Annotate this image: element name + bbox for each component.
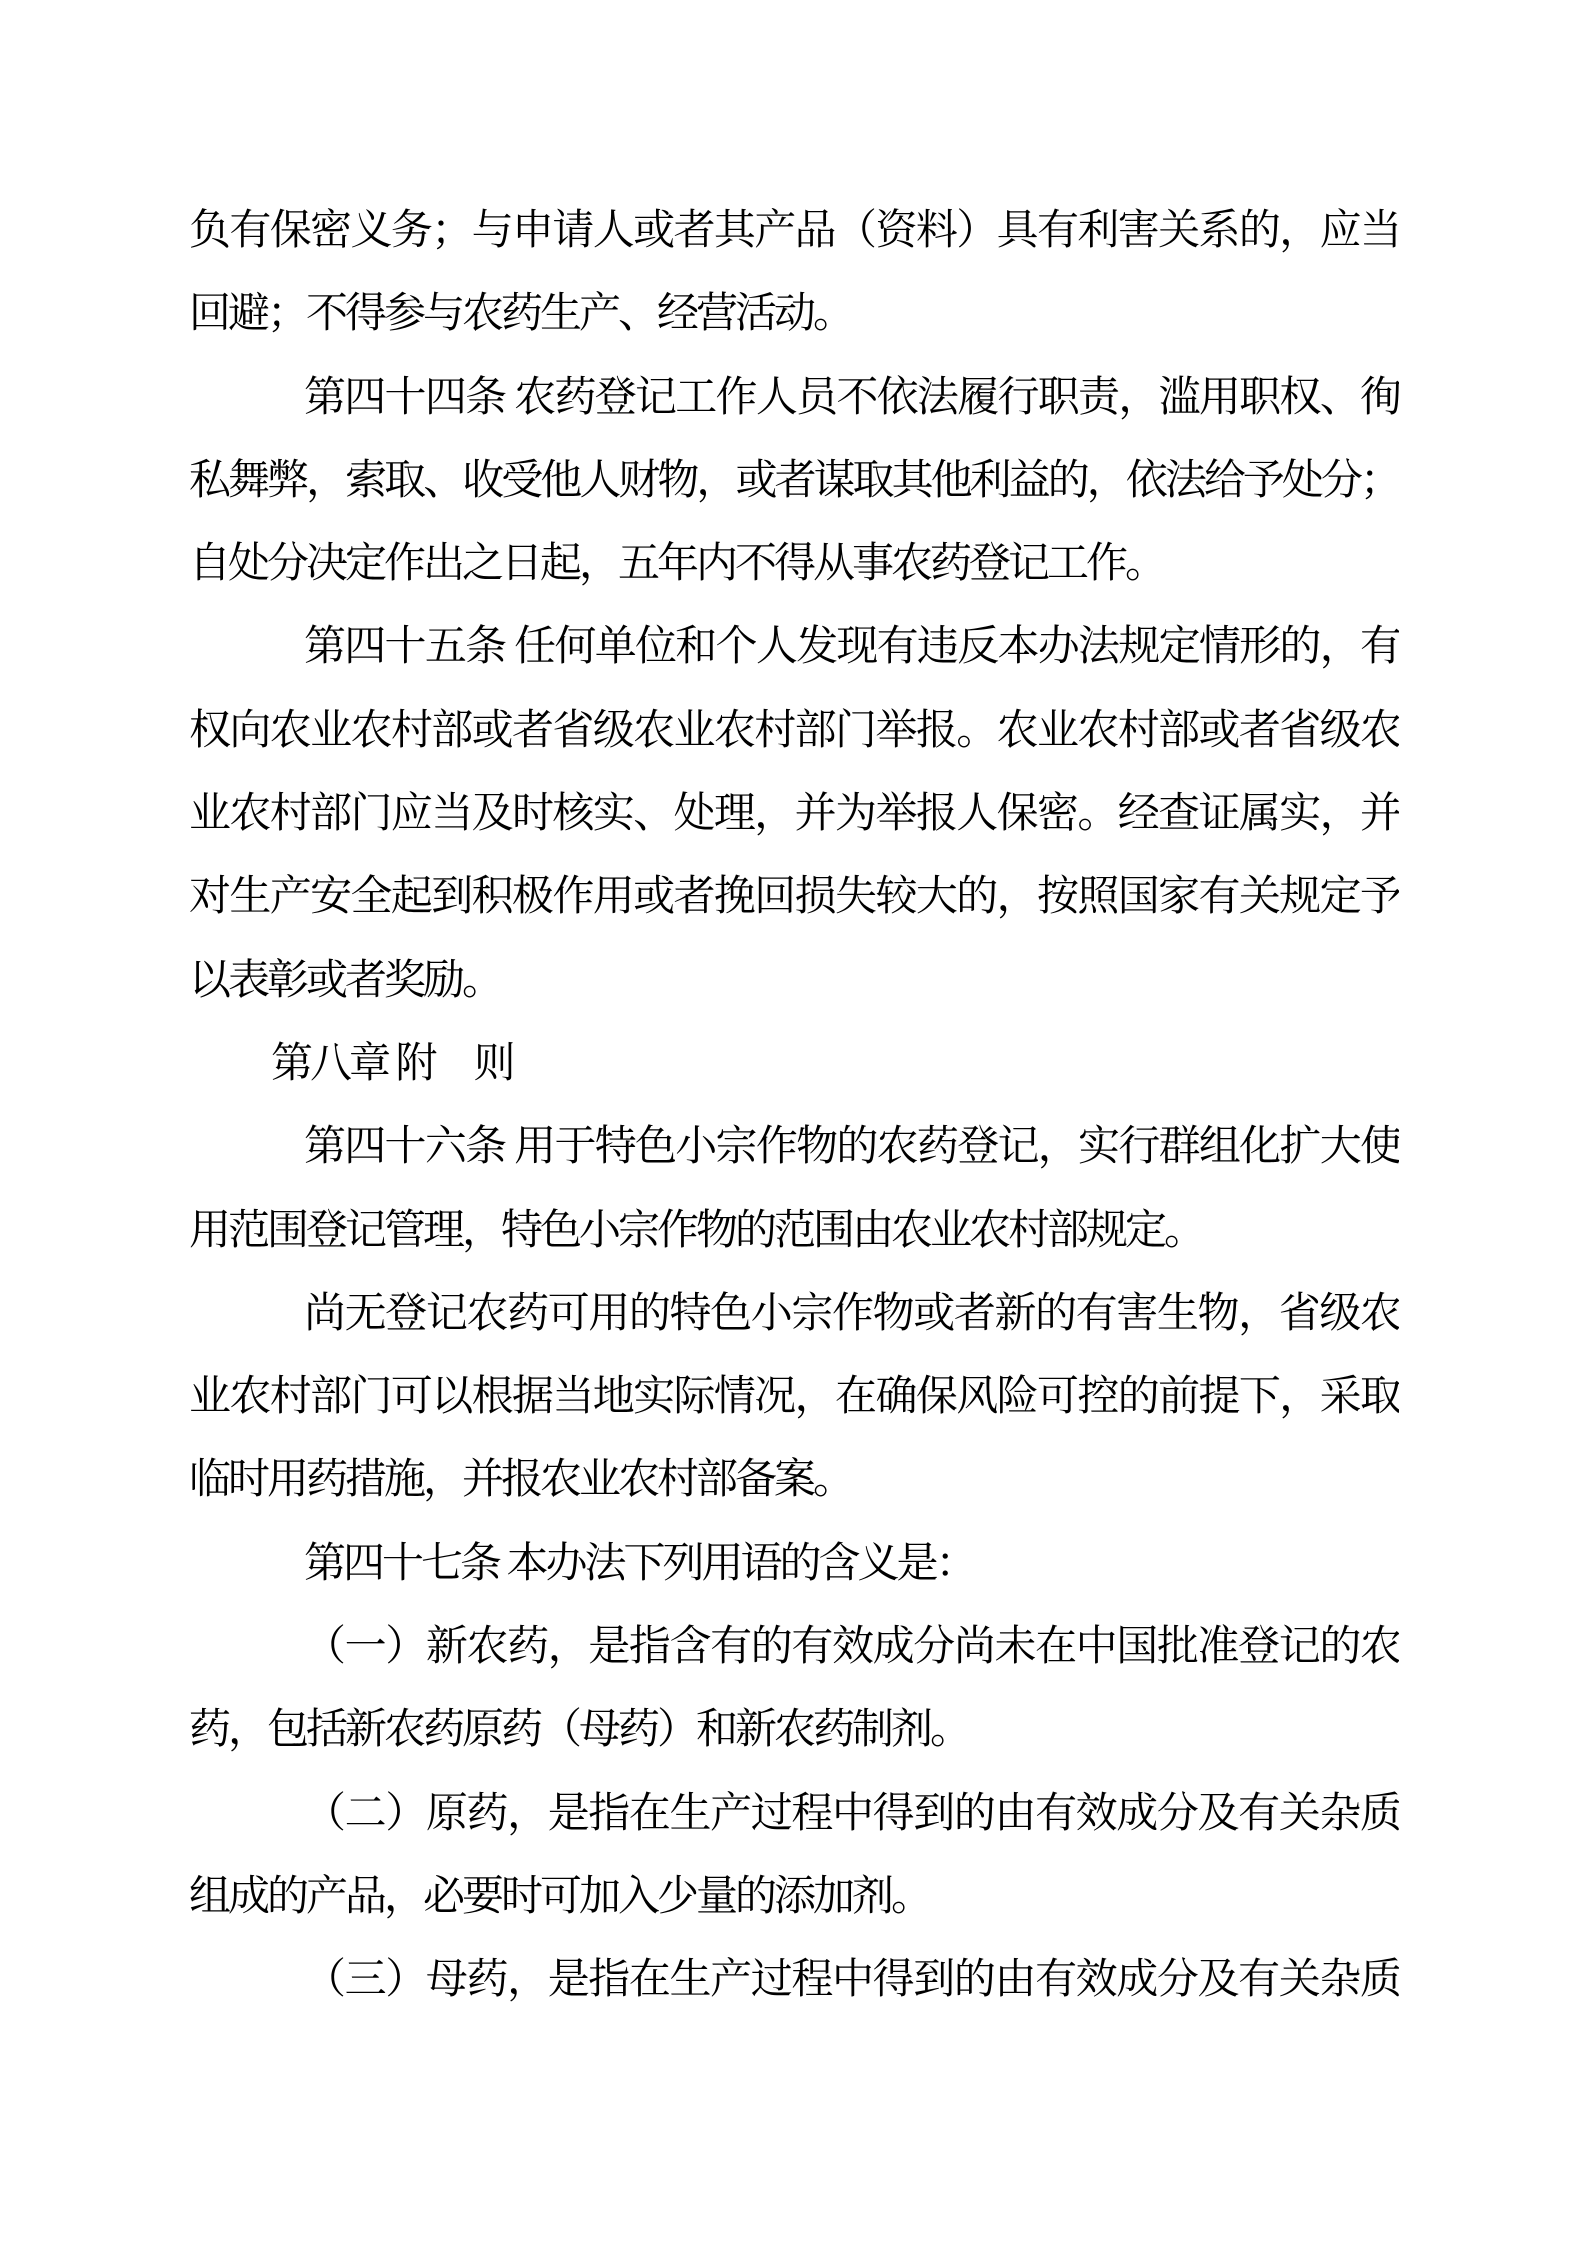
text-line: 药，包括新农药原药（母药）和新农药制剂。 (189, 1707, 970, 1754)
text-line: 临时用药措施，并报农业农村部备案。 (189, 1457, 853, 1504)
text-line: 尚无登记农药可用的特色小宗作物或者新的有害生物，省级农 (304, 1290, 1399, 1337)
text-line: 权向农业农村部或者省级农业农村部门举报。农业农村部或者省级农 (189, 707, 1399, 754)
text-line: 第四十六条 用于特色小宗作物的农药登记，实行群组化扩大使 (304, 1124, 1399, 1171)
text-line: 业农村部门应当及时核实、处理，并为举报人保密。经查证属实，并 (189, 791, 1399, 838)
text-line: 以表彰或者奖励。 (189, 957, 502, 1004)
text-line: 回避；不得参与农药生产、经营活动。 (189, 291, 853, 338)
text-line: 第四十七条 本办法下列用语的含义是： (304, 1540, 975, 1587)
text-line: 第八章 附 则 (271, 1040, 513, 1087)
text-line: （三）母药，是指在生产过程中得到的由有效成分及有关杂质 (304, 1957, 1399, 2004)
document-text-block (189, 190, 1399, 2023)
text-line: 第四十四条 农药登记工作人员不依法履行职责，滥用职权、徇 (304, 374, 1399, 421)
text-line: 对生产安全起到积极作用或者挽回损失较大的，按照国家有关规定予 (189, 874, 1399, 921)
text-line: 组成的产品，必要时可加入少量的添加剂。 (189, 1873, 931, 1920)
text-line: 业农村部门可以根据当地实际情况，在确保风险可控的前提下，采取 (189, 1374, 1399, 1421)
text-line: 私舞弊，索取、收受他人财物，或者谋取其他利益的，依法给予处分； (189, 457, 1399, 504)
text-line: 负有保密义务；与申请人或者其产品（资料）具有利害关系的，应当 (189, 208, 1399, 254)
text-line: 第四十五条 任何单位和个人发现有违反本办法规定情形的，有 (304, 624, 1399, 671)
text-line: （二）原药，是指在生产过程中得到的由有效成分及有关杂质 (304, 1790, 1399, 1837)
text-line: 用范围登记管理，特色小宗作物的范围由农业农村部规定。 (189, 1207, 1204, 1254)
text-line: （一）新农药，是指含有的有效成分尚未在中国批准登记的农 (304, 1624, 1399, 1671)
text-line: 自处分决定作出之日起，五年内不得从事农药登记工作。 (189, 541, 1165, 588)
